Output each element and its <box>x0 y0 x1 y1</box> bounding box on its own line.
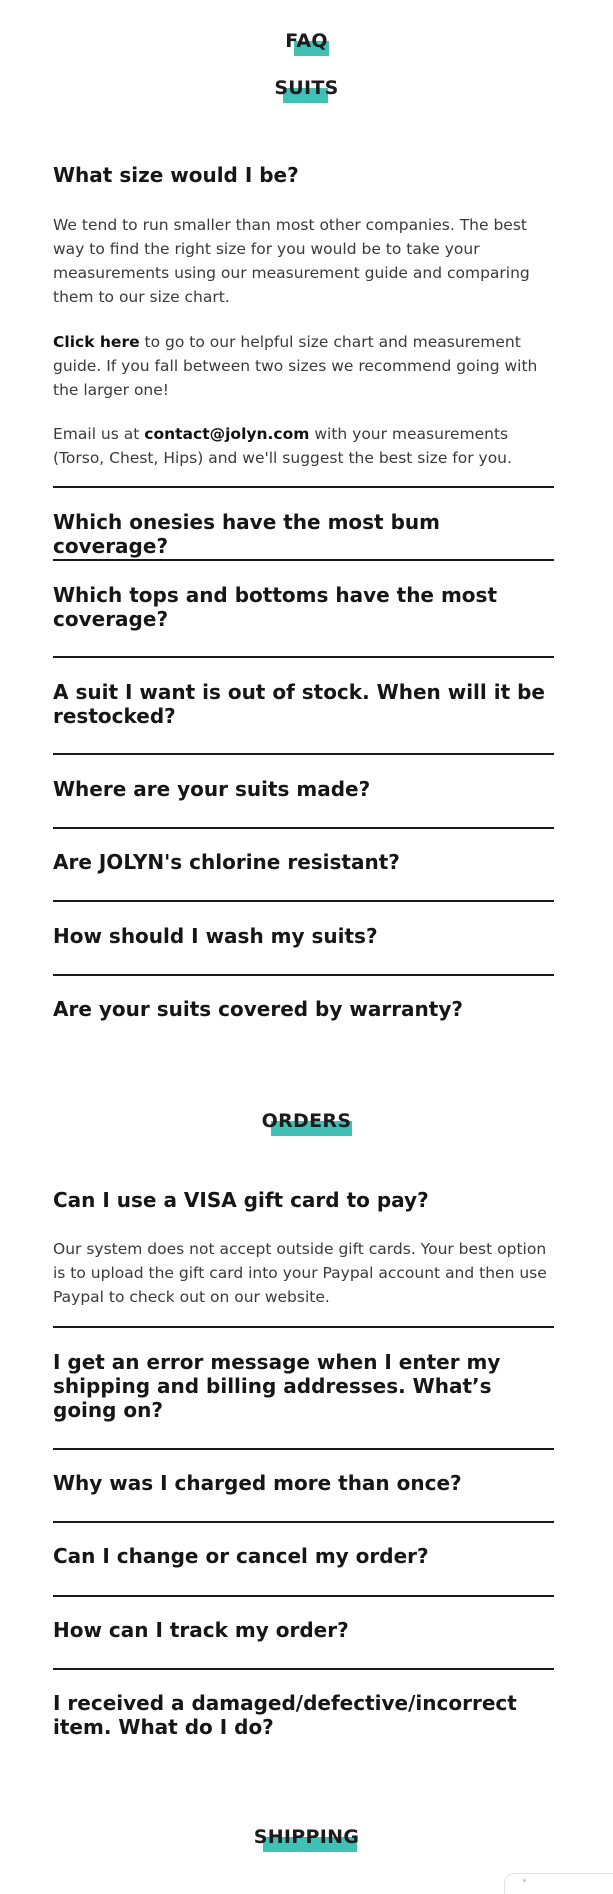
contact-email-link[interactable]: contact@jolyn.com <box>144 425 310 443</box>
faq-question-address-error[interactable]: I get an error message when I enter my shipping and billing addresses. What’s going on? <box>53 1350 501 1422</box>
divider <box>53 1521 554 1523</box>
page-title: FAQ <box>0 31 613 51</box>
section-heading-shipping: SHIPPING <box>0 1827 613 1847</box>
faq-question-visa-gift-card[interactable]: Can I use a VISA gift card to pay? <box>53 1188 429 1212</box>
faq-answer-gift-card: Our system does not accept outside gift cards. Your best option is to upload the gift card into your Paypal account and then use Paypal to check out on our website. <box>53 1240 547 1306</box>
divider <box>53 974 554 976</box>
faq-question-where-made[interactable]: Where are your suits made? <box>53 777 371 801</box>
divider <box>53 1326 554 1328</box>
divider <box>53 1668 554 1670</box>
divider <box>53 656 554 658</box>
divider <box>53 486 554 488</box>
divider <box>53 1595 554 1597</box>
email-suffix: with your measurements (Torso, Chest, Hips) and we'll suggest the best size for you. <box>53 425 512 467</box>
divider <box>53 1448 554 1450</box>
section-heading-suits: SUITS <box>0 78 613 98</box>
faq-question-what-size[interactable]: What size would I be? <box>53 163 299 187</box>
faq-question-warranty[interactable]: Are your suits covered by warranty? <box>53 997 463 1021</box>
chat-widget-tab[interactable] <box>504 1873 613 1894</box>
faq-question-charged-twice[interactable]: Why was I charged more than once? <box>53 1471 462 1495</box>
faq-question-chlorine-resistant[interactable]: Are JOLYN's chlorine resistant? <box>53 850 400 874</box>
faq-question-wash-suits[interactable]: How should I wash my suits? <box>53 924 378 948</box>
faq-answer-size-p1: We tend to run smaller than most other companies. The best way to find the right size for you would be to take your measurements using our measurement guide and comparing them to our size chart. <box>53 216 530 306</box>
faq-answer-size-p2 <box>53 330 558 402</box>
faq-answer-size-p3 <box>53 422 558 470</box>
divider <box>53 900 554 902</box>
size-chart-link[interactable]: Click here <box>53 333 140 351</box>
section-heading-orders: ORDERS <box>0 1111 613 1131</box>
faq-question-track-order[interactable]: How can I track my order? <box>53 1618 349 1642</box>
size-chart-text: to go to our helpful size chart and measurement guide. If you fall between two sizes we recommend going with the larger one! <box>53 333 538 399</box>
faq-question-damaged-item[interactable]: I received a damaged/defective/incorrect item. What do I do? <box>53 1691 517 1739</box>
email-prefix: Email us at <box>53 425 145 443</box>
faq-question-change-cancel[interactable]: Can I change or cancel my order? <box>53 1544 429 1568</box>
divider <box>53 753 554 755</box>
divider <box>53 827 554 829</box>
faq-question-bum-coverage[interactable]: Which onesies have the most bum coverage? <box>53 510 440 558</box>
faq-question-out-of-stock[interactable]: A suit I want is out of stock. When will it be restocked? <box>53 680 545 728</box>
divider <box>53 559 554 561</box>
faq-question-tops-bottoms-coverage[interactable]: Which tops and bottoms have the most coverage? <box>53 583 498 631</box>
